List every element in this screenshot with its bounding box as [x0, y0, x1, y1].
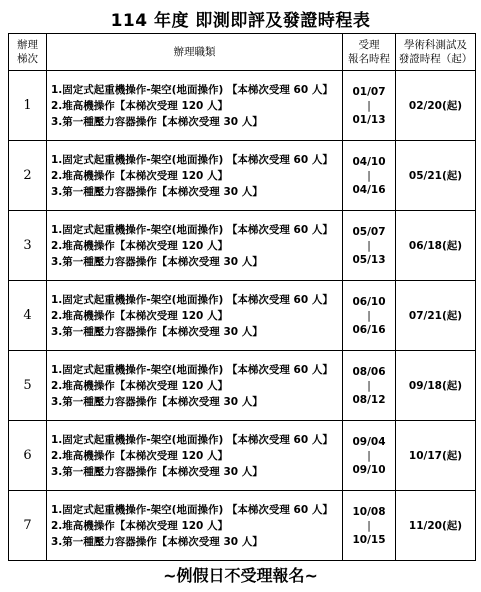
header-period-line2: 報名時程	[348, 53, 390, 65]
job-category-item: 1.固定式起重機操作-架空(地面操作) 【本梯次受理 60 人】	[51, 363, 333, 376]
exam-date-cell: 02/20(起)	[396, 71, 476, 141]
job-category-item: 1.固定式起重機操作-架空(地面操作) 【本梯次受理 60 人】	[51, 153, 333, 166]
registration-period-cell	[343, 491, 396, 561]
exam-date-cell: 07/21(起)	[396, 281, 476, 351]
job-category-item: 2.堆高機操作【本梯次受理 120 人】	[51, 379, 229, 392]
job-category-item: 3.第一種壓力容器操作【本梯次受理 30 人】	[51, 395, 263, 408]
job-category-item: 2.堆高機操作【本梯次受理 120 人】	[51, 239, 229, 252]
exam-date-cell: 11/20(起)	[396, 491, 476, 561]
job-category-item: 1.固定式起重機操作-架空(地面操作) 【本梯次受理 60 人】	[51, 83, 333, 96]
batch-number: 5	[9, 351, 47, 421]
header-period-line1: 受理	[358, 39, 380, 51]
registration-end-date: 09/10	[352, 463, 386, 476]
job-category-item: 1.固定式起重機操作-架空(地面操作) 【本梯次受理 60 人】	[51, 293, 333, 306]
header-period	[343, 34, 396, 71]
job-category-item: 1.固定式起重機操作-架空(地面操作) 【本梯次受理 60 人】	[51, 503, 333, 516]
period-separator: |	[367, 449, 371, 462]
table-row	[9, 141, 476, 211]
page-title: 114 年度 即測即評及發證時程表	[110, 11, 371, 31]
batch-number: 4	[9, 281, 47, 351]
batch-number: 2	[9, 141, 47, 211]
registration-start-date: 10/08	[352, 505, 386, 518]
table-row	[9, 351, 476, 421]
job-category-item: 3.第一種壓力容器操作【本梯次受理 30 人】	[51, 255, 263, 268]
period-separator: |	[367, 519, 371, 532]
job-category-item: 1.固定式起重機操作-架空(地面操作) 【本梯次受理 60 人】	[51, 223, 333, 236]
registration-start-date: 08/06	[352, 365, 386, 378]
period-separator: |	[367, 379, 371, 392]
registration-period-cell	[343, 281, 396, 351]
registration-end-date: 01/13	[352, 113, 386, 126]
registration-period-cell	[343, 71, 396, 141]
table-row	[9, 491, 476, 561]
table-row	[9, 71, 476, 141]
header-batch	[9, 34, 47, 71]
job-category-item: 3.第一種壓力容器操作【本梯次受理 30 人】	[51, 535, 263, 548]
period-separator: |	[367, 99, 371, 112]
registration-period-cell	[343, 141, 396, 211]
header-exam-line1: 學術科測試及	[404, 39, 467, 51]
job-category-item: 2.堆高機操作【本梯次受理 120 人】	[51, 309, 229, 322]
registration-end-date: 08/12	[352, 393, 386, 406]
registration-period-cell	[343, 211, 396, 281]
job-category-item: 3.第一種壓力容器操作【本梯次受理 30 人】	[51, 325, 263, 338]
header-batch-line1: 辦理	[17, 39, 38, 51]
job-category-item: 2.堆高機操作【本梯次受理 120 人】	[51, 519, 229, 532]
registration-start-date: 04/10	[352, 155, 386, 168]
registration-end-date: 06/16	[352, 323, 386, 336]
footer-note: ~例假日不受理報名~	[163, 566, 318, 585]
exam-date-cell: 05/21(起)	[396, 141, 476, 211]
table-row	[9, 211, 476, 281]
registration-period-cell	[343, 421, 396, 491]
job-categories-cell	[47, 491, 343, 561]
job-category-item: 2.堆高機操作【本梯次受理 120 人】	[51, 449, 229, 462]
batch-number: 6	[9, 421, 47, 491]
registration-start-date: 01/07	[352, 85, 386, 98]
registration-start-date: 05/07	[352, 225, 386, 238]
exam-date-cell: 09/18(起)	[396, 351, 476, 421]
table-header-row	[9, 34, 476, 71]
period-separator: |	[367, 239, 371, 252]
header-exam	[396, 34, 476, 71]
registration-end-date: 05/13	[352, 253, 386, 266]
job-category-item: 2.堆高機操作【本梯次受理 120 人】	[51, 99, 229, 112]
job-category-item: 3.第一種壓力容器操作【本梯次受理 30 人】	[51, 465, 263, 478]
exam-date-cell: 10/17(起)	[396, 421, 476, 491]
job-category-item: 1.固定式起重機操作-架空(地面操作) 【本梯次受理 60 人】	[51, 433, 333, 446]
registration-end-date: 04/16	[352, 183, 386, 196]
registration-start-date: 06/10	[352, 295, 386, 308]
period-separator: |	[367, 169, 371, 182]
batch-number: 3	[9, 211, 47, 281]
job-categories-cell	[47, 281, 343, 351]
schedule-table	[8, 33, 476, 561]
table-row	[9, 281, 476, 351]
period-separator: |	[367, 309, 371, 322]
job-categories-cell	[47, 71, 343, 141]
batch-number: 7	[9, 491, 47, 561]
registration-period-cell	[343, 351, 396, 421]
batch-number: 1	[9, 71, 47, 141]
registration-start-date: 09/04	[352, 435, 386, 448]
table-row	[9, 421, 476, 491]
header-exam-line2: 發證時程（起）	[398, 53, 473, 65]
header-batch-line2: 梯次	[17, 53, 38, 65]
job-categories-cell	[47, 421, 343, 491]
job-category-item: 2.堆高機操作【本梯次受理 120 人】	[51, 169, 229, 182]
job-categories-cell	[47, 141, 343, 211]
exam-date-cell: 06/18(起)	[396, 211, 476, 281]
job-category-item: 3.第一種壓力容器操作【本梯次受理 30 人】	[51, 185, 263, 198]
registration-end-date: 10/15	[352, 533, 386, 546]
job-category-item: 3.第一種壓力容器操作【本梯次受理 30 人】	[51, 115, 263, 128]
job-categories-cell	[47, 211, 343, 281]
job-categories-cell	[47, 351, 343, 421]
header-items: 辦理職類	[47, 34, 343, 71]
